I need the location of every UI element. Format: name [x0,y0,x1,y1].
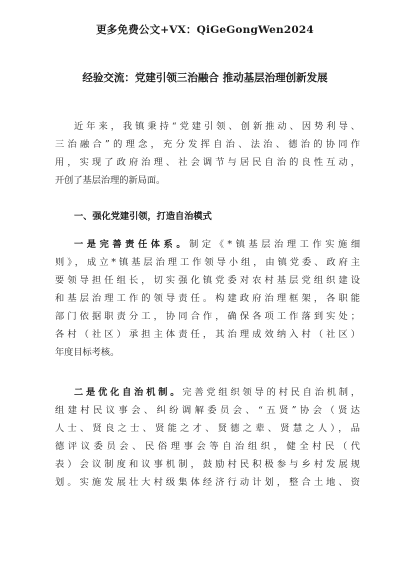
text-line: 和基层治理工作的领导责任。构建政府治理框架，各职能 [55,293,360,304]
paragraph-lead: 一是完善责任体系。 [74,239,190,250]
text-line: 三治融合”的理念，充分发挥自治、法治、德治的协同作 [55,139,360,150]
text-line: 用，实现了政府治理、社会调节与居民自治的良性互动， [55,157,360,168]
text-line: 部门依据职责分工，协同合作，确保各项工作落到实处； [55,311,360,322]
text-line: 组建村民议事会、纠纷调解委员会、“五贤”协会（贤达 [55,405,360,416]
text-line: 划。实施发展壮大村级集体经济行动计划，整合土地、资 [55,477,360,488]
text-line: 德评议委员会、民俗理事会等自治组织，健全村民（代 [55,441,360,452]
text-line: 开创了基层治理的新局面。 [55,175,166,186]
text-line: 一是完善责任体系。制定《*镇基层治理工作实施细 [74,239,360,250]
paragraph-lead: 二是优化自治机制。 [74,387,183,398]
text-line: 近年来，我镇秉持“党建引领、创新推动、因势利导、 [74,121,360,132]
text-line: 要领导担任组长，切实强化镇党委对农村基层党组织建设 [55,275,360,286]
text-line: 年度目标考核。 [55,347,120,358]
text-line: 则》，成立*镇基层治理工作领导小组，由镇党委、政府主 [55,257,360,268]
text-line: 各村（社区）承担主体责任，其治理成效纳入村（社区） [55,329,360,340]
paragraph-responsibility [55,236,360,362]
text-line: 二是优化自治机制。完善党组织领导的村民自治机制， [74,387,360,398]
text-line: 表）会议制度和议事机制，鼓励村民积极参与乡村发展规 [55,459,360,470]
paragraph-autonomy [55,384,360,492]
promo-banner: 更多免费公文+VX：QiGeGongWen2024 [96,24,314,36]
document-title: 经验交流：党建引领三治融合 推动基层治理创新发展 [82,72,328,84]
text-line: 人士、贤良之士、贤能之才、贤德之辈、贤慧之人），品 [55,423,360,434]
section-heading: 一、强化党建引领，打造自治模式 [74,211,212,222]
intro-paragraph [55,118,360,190]
